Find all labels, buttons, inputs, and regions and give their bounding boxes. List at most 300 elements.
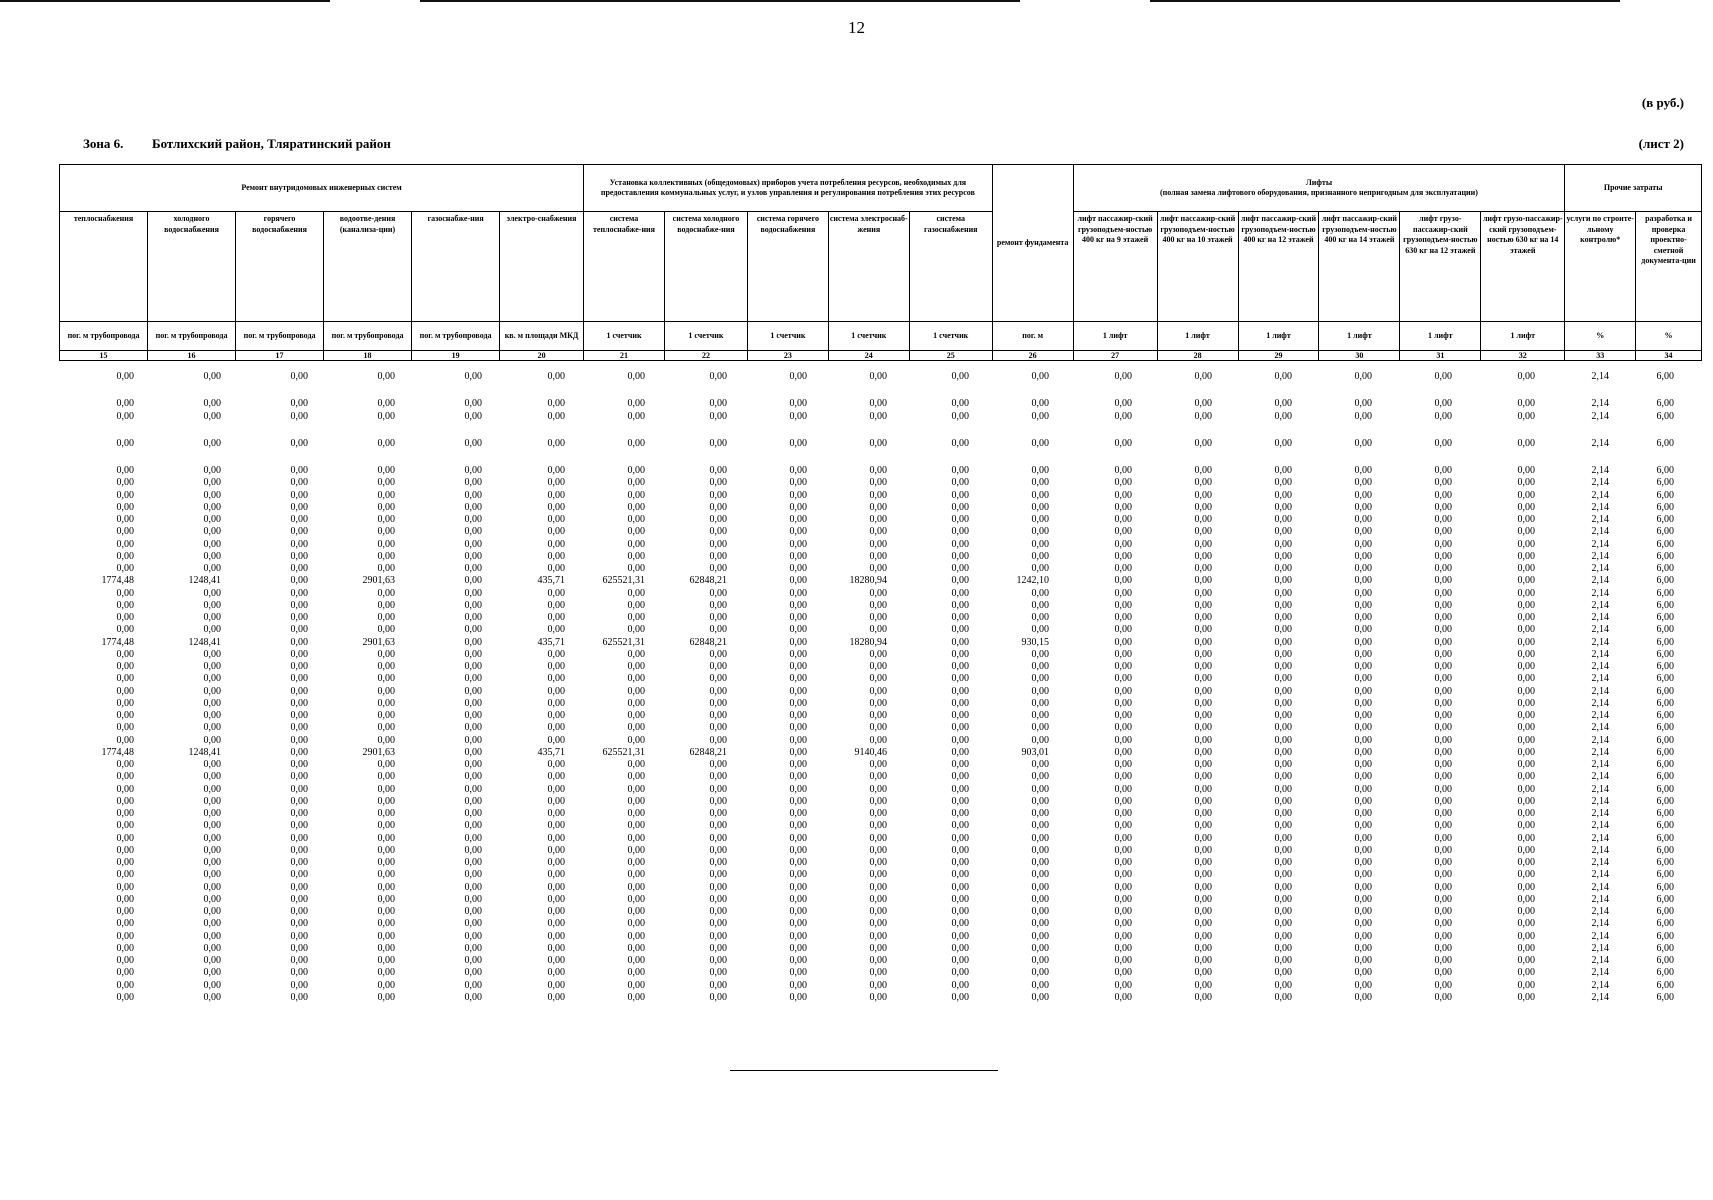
table-cell: 6,00 [1656, 906, 1674, 917]
table-cell: 0,00 [464, 538, 482, 550]
table-cell: 0,00 [116, 979, 134, 991]
table-cell: 0,00 [1274, 648, 1292, 660]
table-cell: 0,00 [116, 808, 134, 819]
table-cell: 2,14 [1591, 979, 1609, 991]
table-cell: 0,00 [377, 979, 395, 991]
table-row [59, 722, 1702, 734]
column-number: 31 [1400, 351, 1481, 361]
table-cell: 0,00 [547, 697, 565, 709]
table-cell: 0,00 [1274, 697, 1292, 709]
table-cell: 2,14 [1591, 636, 1609, 648]
table-cell: 2,14 [1591, 612, 1609, 623]
table-cell: 0,00 [1274, 930, 1292, 942]
table-cell: 0,00 [116, 869, 134, 881]
table-cell: 6,00 [1656, 624, 1674, 636]
table-cell: 0,00 [1354, 881, 1372, 893]
table-cell: 0,00 [789, 538, 807, 550]
table-cell: 0,00 [709, 501, 727, 513]
table-cell: 0,00 [377, 918, 395, 930]
table-cell: 0,00 [1031, 869, 1049, 881]
table-cell: 0,00 [547, 991, 565, 1003]
table-cell: 0,00 [1194, 526, 1212, 538]
group-internal-systems: Ремонт внутридомовых инженерных систем [60, 165, 584, 212]
table-cell: 0,00 [1517, 710, 1535, 721]
table-cell: 0,00 [627, 710, 645, 721]
table-cell: 0,00 [116, 477, 134, 489]
table-cell: 0,00 [1274, 563, 1292, 574]
column-number: 25 [909, 351, 992, 361]
table-cell: 0,00 [290, 636, 308, 648]
group-meters: Установка коллективных (общедомовых) приборов учета потребления ресурсов, необходимых для предоставления коммунальных услуг, и узлов управления и регулирования потребления этих ресурсов [584, 165, 993, 212]
table-cell: 0,00 [116, 685, 134, 697]
table-cell: 0,00 [627, 685, 645, 697]
table-cell: 2,14 [1591, 893, 1609, 905]
column-header: электро-снабжения [500, 212, 584, 322]
table-cell: 2,14 [1591, 906, 1609, 917]
table-cell: 0,00 [1274, 967, 1292, 979]
table-cell: 0,00 [1274, 526, 1292, 538]
table-cell: 0,00 [869, 599, 887, 611]
table-cell: 0,00 [116, 710, 134, 721]
table-cell: 0,00 [203, 685, 221, 697]
table-cell: 0,00 [627, 869, 645, 881]
table-cell: 0,00 [1194, 624, 1212, 636]
table-cell: 0,00 [789, 661, 807, 672]
zone-label: Зона 6. [83, 136, 124, 151]
table-cell: 0,00 [1031, 979, 1049, 991]
table-cell: 0,00 [290, 942, 308, 954]
table-cell: 0,00 [869, 410, 887, 422]
table-cell: 0,00 [464, 636, 482, 648]
table-cell: 0,00 [1434, 563, 1452, 574]
table-cell: 0,00 [627, 942, 645, 954]
table-cell: 0,00 [709, 398, 727, 410]
table-cell: 0,00 [1354, 906, 1372, 917]
table-cell: 2,14 [1591, 599, 1609, 611]
table-cell: 0,00 [869, 648, 887, 660]
table-cell: 0,00 [1194, 636, 1212, 648]
table-cell: 0,00 [1194, 437, 1212, 449]
table-cell: 930,15 [1021, 636, 1049, 648]
table-cell: 0,00 [1517, 371, 1535, 382]
table-cell: 2,14 [1591, 710, 1609, 721]
table-cell: 0,00 [203, 808, 221, 819]
table-cell: 0,00 [203, 465, 221, 476]
table-row [59, 661, 1702, 673]
table-cell: 0,00 [1434, 820, 1452, 832]
table-cell: 0,00 [464, 526, 482, 538]
table-cell: 0,00 [1114, 410, 1132, 422]
column-number: 15 [60, 351, 148, 361]
table-cell: 0,00 [869, 673, 887, 685]
table-cell: 0,00 [789, 783, 807, 795]
table-cell: 0,00 [951, 673, 969, 685]
table-cell: 0,00 [1274, 722, 1292, 734]
table-cell: 0,00 [203, 526, 221, 538]
table-cell: 0,00 [1517, 808, 1535, 819]
table-cell: 0,00 [116, 371, 134, 382]
table-cell: 0,00 [203, 783, 221, 795]
table-cell: 0,00 [290, 746, 308, 758]
table-cell: 0,00 [1114, 795, 1132, 807]
table-cell: 0,00 [1434, 410, 1452, 422]
table-cell: 0,00 [1354, 371, 1372, 382]
table-cell: 0,00 [951, 661, 969, 672]
table-cell: 0,00 [709, 661, 727, 672]
table-cell: 0,00 [464, 575, 482, 587]
table-cell: 0,00 [116, 759, 134, 770]
column-number: 26 [992, 351, 1073, 361]
table-cell: 0,00 [203, 673, 221, 685]
table-cell: 0,00 [1031, 918, 1049, 930]
table-cell: 0,00 [869, 697, 887, 709]
table-cell: 0,00 [1031, 648, 1049, 660]
table-cell: 0,00 [627, 624, 645, 636]
table-cell: 0,00 [1274, 673, 1292, 685]
table-cell: 6,00 [1656, 371, 1674, 382]
table-row [59, 575, 1702, 587]
table-row [59, 784, 1702, 796]
table-cell: 0,00 [116, 697, 134, 709]
table-cell: 1242,10 [1016, 575, 1049, 587]
table-cell: 0,00 [1194, 820, 1212, 832]
table-cell: 6,00 [1656, 918, 1674, 930]
table-cell: 0,00 [464, 844, 482, 856]
table-cell: 0,00 [951, 734, 969, 746]
table-cell: 0,00 [1274, 942, 1292, 954]
column-unit: 1 лифт [1238, 322, 1319, 351]
column-header: лифт грузо-пассажир-ский грузоподъем-ностью 630 кг на 12 этажей [1400, 212, 1481, 322]
table-cell: 0,00 [1031, 844, 1049, 856]
table-cell: 0,00 [1031, 795, 1049, 807]
table-cell: 0,00 [1031, 371, 1049, 382]
table-row [59, 563, 1702, 575]
table-cell: 0,00 [1031, 489, 1049, 501]
table-cell: 0,00 [1434, 746, 1452, 758]
table-cell: 0,00 [869, 967, 887, 979]
table-cell: 0,00 [1354, 746, 1372, 758]
table-cell: 0,00 [1354, 398, 1372, 410]
table-cell: 0,00 [1434, 398, 1452, 410]
table-cell: 0,00 [1274, 820, 1292, 832]
table-cell: 0,00 [464, 979, 482, 991]
table-cell: 0,00 [627, 563, 645, 574]
table-cell: 0,00 [1031, 587, 1049, 599]
table-cell: 6,00 [1656, 979, 1674, 991]
table-cell: 0,00 [377, 661, 395, 672]
table-cell: 0,00 [1354, 661, 1372, 672]
table-cell: 62848,21 [689, 575, 727, 587]
table-cell: 0,00 [1031, 550, 1049, 562]
table-cell: 0,00 [1114, 673, 1132, 685]
table-cell: 0,00 [203, 893, 221, 905]
table-cell: 0,00 [1517, 437, 1535, 449]
table-cell: 0,00 [116, 648, 134, 660]
table-cell: 6,00 [1656, 881, 1674, 893]
table-cell: 0,00 [951, 795, 969, 807]
table-cell: 0,00 [1354, 648, 1372, 660]
table-cell: 2,14 [1591, 722, 1609, 734]
table-cell: 0,00 [547, 832, 565, 844]
table-row [59, 967, 1702, 979]
column-header: горячего водоснабжения [236, 212, 324, 322]
table-cell: 0,00 [951, 685, 969, 697]
table-cell: 6,00 [1656, 930, 1674, 942]
column-number: 27 [1073, 351, 1157, 361]
table-cell: 0,00 [1114, 550, 1132, 562]
table-cell: 0,00 [290, 465, 308, 476]
table-cell: 0,00 [709, 697, 727, 709]
table-cell: 0,00 [1274, 489, 1292, 501]
table-cell: 0,00 [547, 967, 565, 979]
table-cell: 0,00 [464, 550, 482, 562]
table-cell: 0,00 [464, 906, 482, 917]
table-cell: 0,00 [789, 722, 807, 734]
table-row [59, 649, 1702, 661]
table-cell: 0,00 [627, 955, 645, 966]
table-cell: 0,00 [709, 906, 727, 917]
table-cell: 6,00 [1656, 857, 1674, 868]
column-header: лифт пассажир-ский грузоподъем-ностью 400 кг на 9 этажей [1073, 212, 1157, 322]
table-cell: 2,14 [1591, 648, 1609, 660]
table-cell: 0,00 [1517, 906, 1535, 917]
table-cell: 6,00 [1656, 942, 1674, 954]
table-cell: 0,00 [1434, 869, 1452, 881]
table-cell: 0,00 [951, 697, 969, 709]
table-cell: 625521,31 [602, 746, 645, 758]
table-cell: 0,00 [1114, 477, 1132, 489]
table-row [59, 980, 1702, 992]
table-cell: 0,00 [464, 489, 482, 501]
table-cell: 0,00 [1274, 979, 1292, 991]
table-cell: 0,00 [547, 881, 565, 893]
table-cell: 0,00 [1194, 881, 1212, 893]
table-cell: 0,00 [464, 759, 482, 770]
column-number: 23 [747, 351, 828, 361]
table-cell: 0,00 [116, 918, 134, 930]
header-group-row [60, 165, 1702, 212]
table-cell: 6,00 [1656, 437, 1674, 449]
table-cell: 0,00 [464, 437, 482, 449]
table-cell: 0,00 [1354, 722, 1372, 734]
table-cell: 0,00 [377, 612, 395, 623]
table-cell: 0,00 [709, 795, 727, 807]
column-number: 21 [584, 351, 665, 361]
table-cell: 0,00 [464, 991, 482, 1003]
table-cell: 0,00 [203, 832, 221, 844]
column-unit: пог. м трубопровода [412, 322, 500, 351]
table-cell: 0,00 [951, 979, 969, 991]
table-cell: 0,00 [116, 930, 134, 942]
table-cell: 0,00 [1274, 477, 1292, 489]
table-cell: 0,00 [377, 906, 395, 917]
table-cell: 0,00 [1434, 906, 1452, 917]
table-cell: 0,00 [1031, 697, 1049, 709]
table-cell: 0,00 [203, 410, 221, 422]
table-cell: 0,00 [1434, 526, 1452, 538]
table-cell: 0,00 [1114, 563, 1132, 574]
table-cell: 0,00 [627, 514, 645, 525]
table-cell: 0,00 [290, 759, 308, 770]
table-cell: 0,00 [290, 612, 308, 623]
table-cell: 0,00 [547, 857, 565, 868]
table-cell: 0,00 [869, 771, 887, 783]
table-cell: 0,00 [1517, 636, 1535, 648]
table-cell: 0,00 [1517, 398, 1535, 410]
table-cell: 903,01 [1021, 746, 1049, 758]
table-cell: 0,00 [1031, 477, 1049, 489]
table-cell: 0,00 [1517, 942, 1535, 954]
table-cell: 2,14 [1591, 624, 1609, 636]
table-cell: 0,00 [1517, 477, 1535, 489]
table-cell: 0,00 [290, 526, 308, 538]
table-cell: 0,00 [1274, 624, 1292, 636]
data-rows [59, 371, 1702, 1004]
table-cell: 0,00 [1354, 526, 1372, 538]
table-cell: 0,00 [1517, 648, 1535, 660]
table-cell: 0,00 [1517, 734, 1535, 746]
table-cell: 1774,48 [101, 746, 134, 758]
table-cell: 0,00 [951, 477, 969, 489]
table-cell: 0,00 [709, 465, 727, 476]
table-cell: 0,00 [203, 955, 221, 966]
table-cell: 0,00 [1031, 398, 1049, 410]
table-cell: 0,00 [1194, 648, 1212, 660]
table-cell: 0,00 [464, 746, 482, 758]
table-cell: 0,00 [1194, 955, 1212, 966]
table-cell: 0,00 [1194, 979, 1212, 991]
table-cell: 0,00 [1194, 930, 1212, 942]
table-cell: 0,00 [1031, 563, 1049, 574]
column-number: 22 [664, 351, 747, 361]
table-cell: 0,00 [709, 832, 727, 844]
table-cell: 0,00 [951, 599, 969, 611]
table-cell: 0,00 [789, 710, 807, 721]
table-cell: 0,00 [951, 437, 969, 449]
table-cell: 2,14 [1591, 759, 1609, 770]
table-cell: 0,00 [1274, 685, 1292, 697]
table-cell: 0,00 [290, 661, 308, 672]
table-cell: 2,14 [1591, 808, 1609, 819]
table-cell: 0,00 [377, 820, 395, 832]
column-number: 30 [1319, 351, 1400, 361]
table-cell: 2,14 [1591, 918, 1609, 930]
table-cell: 0,00 [951, 820, 969, 832]
zone-name: Ботлихский район, Тляратинский район [152, 136, 391, 151]
table-cell: 0,00 [1434, 734, 1452, 746]
table-cell: 0,00 [709, 844, 727, 856]
table-row [59, 539, 1702, 551]
table-cell: 0,00 [789, 893, 807, 905]
table-cell: 0,00 [951, 991, 969, 1003]
table-cell: 6,00 [1656, 538, 1674, 550]
table-cell: 0,00 [203, 734, 221, 746]
table-cell: 6,00 [1656, 710, 1674, 721]
table-cell: 0,00 [290, 710, 308, 721]
table-cell: 0,00 [789, 501, 807, 513]
currency-units: (в руб.) [1641, 95, 1684, 110]
column-header: система холодного водоснабже-ния [664, 212, 747, 322]
table-cell: 0,00 [869, 398, 887, 410]
table-cell: 0,00 [627, 893, 645, 905]
table-cell: 0,00 [464, 942, 482, 954]
table-cell: 0,00 [1354, 771, 1372, 783]
table-row [59, 808, 1702, 820]
table-cell: 0,00 [1114, 437, 1132, 449]
table-cell: 0,00 [203, 869, 221, 881]
table-cell: 0,00 [116, 538, 134, 550]
table-cell: 0,00 [789, 820, 807, 832]
table-cell: 0,00 [1114, 893, 1132, 905]
table-cell: 0,00 [1354, 710, 1372, 721]
column-unit: % [1565, 322, 1636, 351]
table-cell: 0,00 [1194, 832, 1212, 844]
table-cell: 6,00 [1656, 550, 1674, 562]
table-cell: 0,00 [290, 371, 308, 382]
table-cell: 0,00 [709, 710, 727, 721]
table-cell: 0,00 [290, 563, 308, 574]
table-cell: 0,00 [709, 550, 727, 562]
table-cell: 0,00 [290, 734, 308, 746]
column-number: 29 [1238, 351, 1319, 361]
table-cell: 0,00 [1114, 906, 1132, 917]
table-cell: 0,00 [869, 906, 887, 917]
table-cell: 0,00 [377, 930, 395, 942]
column-header: система электроснаб-жения [828, 212, 909, 322]
table-cell: 0,00 [709, 722, 727, 734]
table-cell: 0,00 [627, 599, 645, 611]
table-cell: 0,00 [203, 979, 221, 991]
table-cell: 0,00 [951, 514, 969, 525]
table-cell: 0,00 [1354, 575, 1372, 587]
table-cell: 0,00 [203, 991, 221, 1003]
table-cell: 0,00 [290, 808, 308, 819]
table-cell: 0,00 [1354, 734, 1372, 746]
table-cell: 0,00 [1354, 636, 1372, 648]
table-cell: 0,00 [1517, 979, 1535, 991]
table-cell: 0,00 [1434, 514, 1452, 525]
table-cell: 0,00 [1114, 783, 1132, 795]
table-cell: 6,00 [1656, 661, 1674, 672]
table-row [59, 869, 1702, 881]
table-cell: 0,00 [1517, 465, 1535, 476]
table-cell: 0,00 [709, 930, 727, 942]
table-cell: 0,00 [547, 501, 565, 513]
table-cell: 0,00 [547, 673, 565, 685]
table-cell: 0,00 [1194, 869, 1212, 881]
table-cell: 0,00 [203, 771, 221, 783]
table-cell: 0,00 [547, 410, 565, 422]
table-cell: 0,00 [203, 820, 221, 832]
table-cell: 0,00 [789, 685, 807, 697]
table-cell: 0,00 [1434, 881, 1452, 893]
table-cell: 0,00 [1517, 624, 1535, 636]
table-cell: 0,00 [1434, 808, 1452, 819]
table-cell: 0,00 [789, 673, 807, 685]
table-cell: 0,00 [203, 722, 221, 734]
table-cell: 0,00 [464, 955, 482, 966]
table-cell: 0,00 [116, 820, 134, 832]
table-cell: 0,00 [377, 783, 395, 795]
table-cell: 0,00 [789, 612, 807, 623]
table-cell: 0,00 [1031, 526, 1049, 538]
sheet-label: (лист 2) [1638, 136, 1684, 151]
table-cell: 0,00 [1274, 844, 1292, 856]
table-cell: 6,00 [1656, 869, 1674, 881]
table-cell: 0,00 [1194, 587, 1212, 599]
table-cell: 0,00 [464, 612, 482, 623]
table-cell: 0,00 [116, 783, 134, 795]
